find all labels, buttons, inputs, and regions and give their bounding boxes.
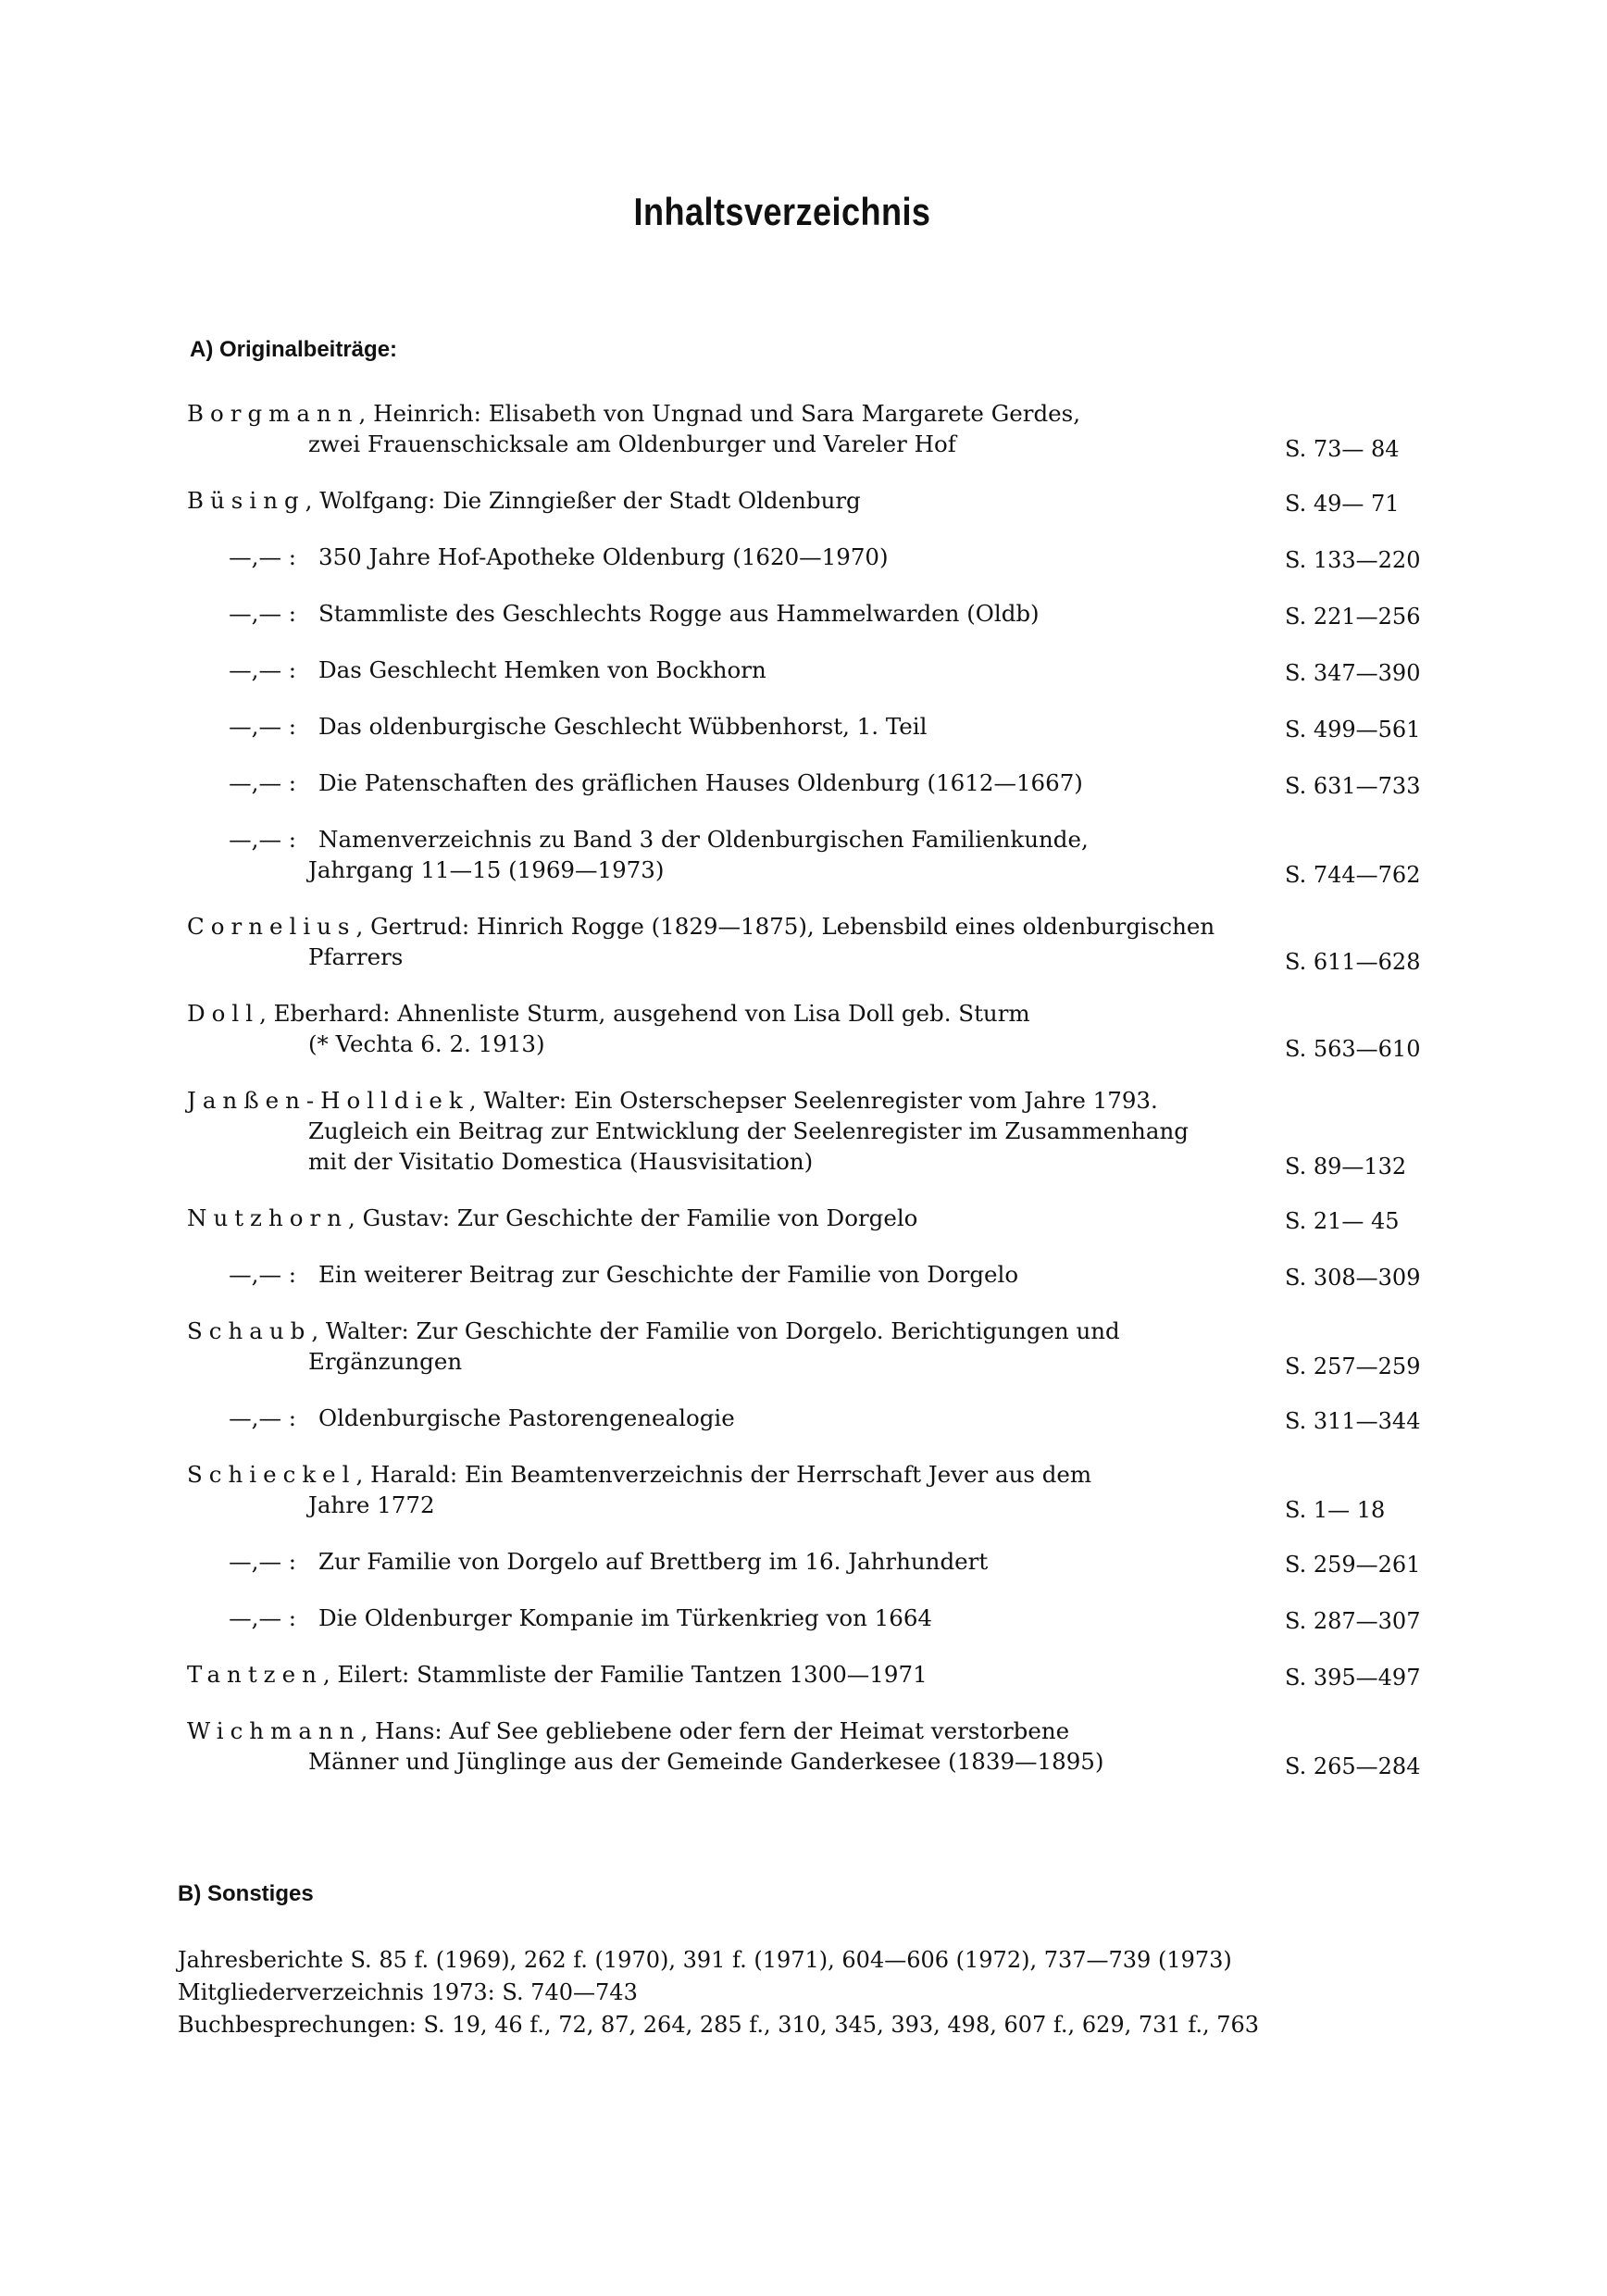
page-range: S. 311—344 [1285,1408,1421,1434]
toc-entry [0,767,1607,798]
toc-entry-continuation: Ergänzungen [308,1348,463,1375]
entry-text: Oldenburgische Pastorengenealogie [318,1404,735,1431]
page-range: S. 631—733 [1285,773,1421,799]
entry-text: , Gustav: Zur Geschichte der Familie von Dorgelo [348,1204,918,1231]
toc-entry [0,911,1607,975]
page-range: S. 347—390 [1285,660,1421,686]
page-range: S. 73— 84 [1285,436,1400,462]
entry-text: , Wolfgang: Die Zinngießer der Stadt Oldenburg [305,487,861,514]
entry-text: Das Geschlecht Hemken von Bockhorn [318,656,766,683]
page-range: S. 308—309 [1285,1265,1421,1291]
toc-entry-continuation: Männer und Jünglinge aus der Gemeinde Ganderkesee (1839—1895) [308,1748,1104,1775]
ditto-mark: —,— : [229,1261,296,1288]
entry-text: , Heinrich: Elisabeth von Ungnad und Sara Margarete Gerdes, [358,400,1081,427]
page-range: S. 259—261 [1285,1552,1421,1578]
toc-entry-continuation: zwei Frauenschicksale am Oldenburger und Vareler Hof [308,430,956,457]
author-name: Cornelius [187,913,356,940]
toc-entry-line [194,824,1607,855]
ditto-mark: —,— : [229,1548,296,1575]
toc-entry [0,998,1607,1062]
page-range: S. 257—259 [1285,1354,1421,1379]
entry-text: Das oldenburgische Geschlecht Wübbenhorst, 1. Teil [318,713,928,740]
toc-entry [0,1716,1607,1777]
page-range: S. 499—561 [1285,717,1421,742]
page-range: S. 265—284 [1285,1753,1421,1779]
miscellaneous-item: Mitgliederverzeichnis 1973: S. 740—743 [178,1979,638,2005]
toc-entry [0,1316,1607,1377]
page-range: S. 744—762 [1285,862,1421,888]
toc-entry [0,485,1607,516]
entry-text: , Walter: Ein Osterschepser Seelenregister vom Jahre 1793. [468,1087,1158,1114]
author-name: Doll [187,1000,260,1027]
ditto-mark: —,— : [229,656,296,683]
ditto-mark: —,— : [229,769,296,796]
toc-entry [0,655,1607,685]
entry-text: , Gertrud: Hinrich Rogge (1829—1875), Lebensbild eines oldenburgischen [355,913,1215,940]
author-name: Schaub [187,1317,312,1344]
toc-entry [0,542,1607,572]
author-name: Tantzen [187,1661,323,1688]
page-range: S. 287—307 [1285,1608,1421,1634]
entry-text: Namenverzeichnis zu Band 3 der Oldenburgischen Familienkunde, [318,826,1089,853]
toc-entry [0,1403,1607,1433]
page-range: S. 563—610 [1285,1036,1421,1062]
entry-text: , Walter: Zur Geschichte der Familie von Dorgelo. Berichtigungen und [311,1317,1120,1344]
page-range: S. 89—132 [1285,1154,1407,1179]
page-range: S. 1— 18 [1285,1497,1386,1523]
toc-entry-continuation: Jahre 1772 [308,1491,435,1518]
toc-entry-continuation: mit der Visitatio Domestica (Hausvisitation) [308,1148,814,1175]
page-range: S. 611—628 [1285,949,1421,975]
toc-entry [0,1085,1607,1177]
section-a-heading: A) Originalbeiträge: [190,337,398,362]
toc-entry-line [187,1459,1607,1490]
section-b-heading: B) Sonstiges [178,1881,314,1906]
toc-entry-continuation: Pfarrers [308,943,404,970]
author-name: Wichmann [187,1717,361,1744]
miscellaneous-item: Buchbesprechungen: S. 19, 46 f., 72, 87, 264, 285 f., 310, 345, 393, 498, 607 f., 629, 731 f., 763 [178,2012,1260,2038]
toc-entry-line [187,398,1607,429]
contributions-list [0,398,1607,1803]
entry-text: Zur Familie von Dorgelo auf Brettberg im 16. Jahrhundert [318,1548,989,1575]
toc-entry [0,1546,1607,1577]
toc-entry [0,824,1607,888]
entry-text: , Eberhard: Ahnenliste Sturm, ausgehend von Lisa Doll geb. Sturm [259,1000,1030,1027]
toc-entry-line [187,1085,1607,1116]
toc-entry [0,1259,1607,1290]
toc-entry [0,398,1607,462]
author-name: Büsing [187,487,305,514]
toc-entry [0,598,1607,629]
entry-text: , Eilert: Stammliste der Familie Tantzen 1300—1971 [322,1661,928,1688]
author-name: Schieckel [187,1461,356,1488]
ditto-mark: —,— : [229,713,296,740]
toc-entry [0,1459,1607,1523]
toc-entry [0,1659,1607,1690]
toc-entry-line [187,911,1607,942]
entry-text: Ein weiterer Beitrag zur Geschichte der Familie von Dorgelo [318,1261,1019,1288]
entry-text: , Harald: Ein Beamtenverzeichnis der Herrschaft Jever aus dem [355,1461,1092,1488]
toc-entry-line [187,1316,1607,1346]
author-name: Janßen-Holldiek [187,1087,469,1114]
miscellaneous-list [178,1944,1259,2041]
page-range: S. 49— 71 [1285,491,1400,517]
toc-entry-continuation: Jahrgang 11—15 (1969—1973) [308,856,665,883]
entry-text: 350 Jahre Hof-Apotheke Oldenburg (1620—1970) [318,543,889,570]
ditto-mark: —,— : [229,1404,296,1431]
entry-text: Stammliste des Geschlechts Rogge aus Hammelwarden (Oldb) [318,600,1040,627]
entry-text: , Hans: Auf See gebliebene oder fern der Heimat verstorbene [360,1717,1070,1744]
toc-entry-line [187,998,1607,1029]
page-range: S. 221—256 [1285,604,1421,630]
toc-entry-line [187,1716,1607,1746]
ditto-mark: —,— : [229,543,296,570]
page-title: Inhaltsverzeichnis [633,190,931,233]
page-range: S. 133—220 [1285,547,1421,573]
author-name: Nutzhorn [187,1204,348,1231]
page-range: S. 21— 45 [1285,1208,1400,1234]
toc-entry-continuation: Zugleich ein Beitrag zur Entwicklung der Seelenregister im Zusammenhang [308,1117,1189,1144]
entry-text: Die Patenschaften des gräflichen Hauses Oldenburg (1612—1667) [318,769,1083,796]
toc-entry-continuation: (* Vechta 6. 2. 1913) [308,1030,545,1057]
toc-entry [0,1603,1607,1633]
toc-entry [0,1203,1607,1233]
page-range: S. 395—497 [1285,1665,1421,1691]
ditto-mark: —,— : [229,1604,296,1631]
miscellaneous-item: Jahresberichte S. 85 f. (1969), 262 f. (1970), 391 f. (1971), 604—606 (1972), 737—739 (1973) [178,1947,1232,1973]
toc-entry [0,711,1607,742]
author-name: Borgmann [187,400,359,427]
ditto-mark: —,— : [229,826,296,853]
ditto-mark: —,— : [229,600,296,627]
entry-text: Die Oldenburger Kompanie im Türkenkrieg von 1664 [318,1604,933,1631]
